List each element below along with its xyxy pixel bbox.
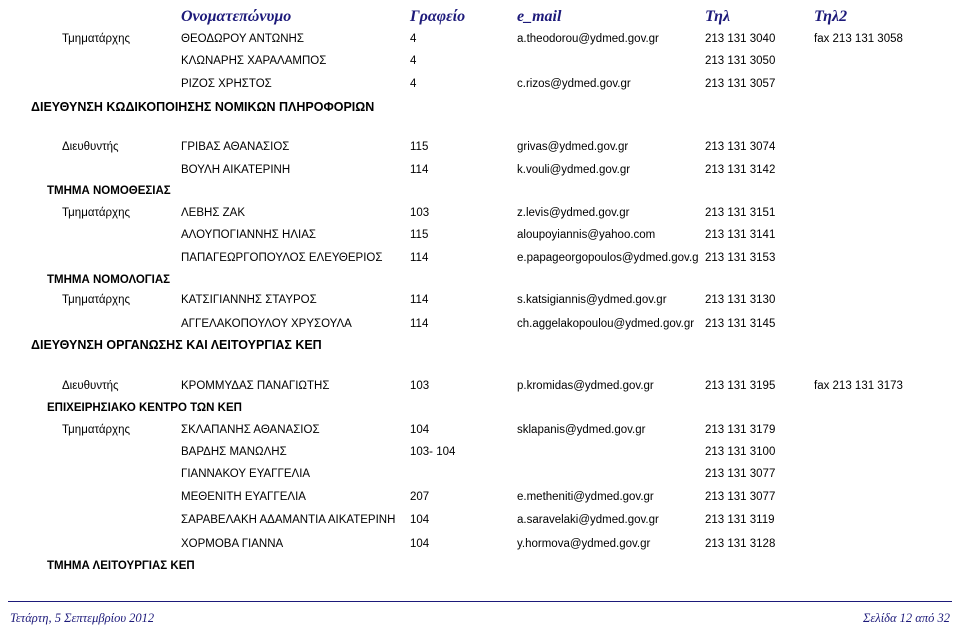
staff-office: 103- 104 <box>410 446 456 458</box>
staff-office: 4 <box>410 78 417 90</box>
column-header-name: Ονοματεπώνυμο <box>181 8 292 25</box>
staff-row <box>0 55 960 71</box>
staff-row <box>0 207 960 223</box>
staff-email[interactable]: c.rizos@ydmed.gov.gr <box>517 78 631 90</box>
staff-email[interactable]: e.papageorgopoulos@ydmed.gov.g <box>517 252 699 264</box>
staff-row <box>0 446 960 462</box>
staff-office: 114 <box>410 294 429 306</box>
staff-name: ΒΑΡΔΗΣ ΜΑΝΩΛΗΣ <box>181 446 287 458</box>
staff-phone: 213 131 3100 <box>705 446 776 458</box>
staff-office: 104 <box>410 514 430 526</box>
staff-office: 114 <box>410 318 429 330</box>
staff-phone: 213 131 3141 <box>705 229 776 241</box>
staff-phone: 213 131 3077 <box>705 468 776 480</box>
staff-row <box>0 468 960 484</box>
section-heading: ΤΜΗΜΑ ΝΟΜΟΛΟΓΙΑΣ <box>47 274 171 286</box>
footer-date: Τετάρτη, 5 Σεπτεμβρίου 2012 <box>10 611 155 625</box>
staff-email[interactable]: z.levis@ydmed.gov.gr <box>517 207 630 219</box>
staff-row <box>0 141 960 157</box>
section-heading: ΤΜΗΜΑ ΛΕΙΤΟΥΡΓΙΑΣ ΚΕΠ <box>47 560 195 572</box>
staff-email[interactable]: k.vouli@ydmed.gov.gr <box>517 164 631 176</box>
staff-name: ΜΕΘΕΝΙΤΗ ΕΥΑΓΓΕΛΙΑ <box>181 491 306 503</box>
staff-row <box>0 424 960 440</box>
staff-name: ΣΑΡΑΒΕΛΑΚΗ ΑΔΑΜΑΝΤΙΑ ΑΙΚΑΤΕΡΙΝΗ <box>181 514 396 526</box>
staff-name: ΒΟΥΛΗ ΑΙΚΑΤΕΡΙΝΗ <box>181 164 291 176</box>
staff-row <box>0 491 960 507</box>
staff-row <box>0 514 960 530</box>
staff-phone: 213 131 3050 <box>705 55 776 67</box>
section-heading: ΔΙΕΥΘΥΝΣΗ ΟΡΓΑΝΩΣΗΣ ΚΑΙ ΛΕΙΤΟΥΡΓΙΑΣ ΚΕΠ <box>31 338 322 352</box>
staff-email[interactable]: s.katsigiannis@ydmed.gov.gr <box>517 294 667 306</box>
footer-page-number: Σελίδα 12 από 32 <box>862 611 950 625</box>
staff-row <box>0 318 960 334</box>
staff-office: 207 <box>410 491 430 503</box>
staff-email[interactable]: a.saravelaki@ydmed.gov.gr <box>517 514 659 526</box>
staff-name: ΓΙΑΝΝΑΚΟΥ ΕΥΑΓΓΕΛΙΑ <box>181 468 311 480</box>
staff-role: Τμηματάρχης <box>62 33 131 45</box>
staff-fax: fax 213 131 3173 <box>814 380 903 392</box>
staff-email[interactable]: sklapanis@ydmed.gov.gr <box>517 424 646 436</box>
staff-phone: 213 131 3151 <box>705 207 776 219</box>
column-header-phone: Τηλ <box>705 8 731 25</box>
staff-row <box>0 33 960 49</box>
footer-divider <box>8 601 952 602</box>
staff-fax: fax 213 131 3058 <box>814 33 903 45</box>
staff-phone: 213 131 3142 <box>705 164 776 176</box>
staff-phone: 213 131 3040 <box>705 33 776 45</box>
staff-phone: 213 131 3130 <box>705 294 776 306</box>
staff-phone: 213 131 3057 <box>705 78 776 90</box>
staff-office: 114 <box>410 252 429 264</box>
staff-name: ΣΚΛΑΠΑΝΗΣ ΑΘΑΝΑΣΙΟΣ <box>181 424 320 436</box>
staff-row <box>0 538 960 554</box>
staff-name: ΚΡΟΜΜΥΔΑΣ ΠΑΝΑΓΙΩΤΗΣ <box>181 380 330 392</box>
staff-email[interactable]: y.hormova@ydmed.gov.gr <box>517 538 651 550</box>
section-heading: ΕΠΙΧΕΙΡΗΣΙΑΚΟ ΚΕΝΤΡΟ ΤΩΝ ΚΕΠ <box>47 402 242 414</box>
staff-name: ΠΑΠΑΓΕΩΡΓΟΠΟΥΛΟΣ ΕΛΕΥΘΕΡΙΟΣ <box>181 252 383 264</box>
staff-office: 4 <box>410 33 417 45</box>
staff-email[interactable]: ch.aggelakopoulou@ydmed.gov.gr <box>517 318 695 330</box>
staff-role: Τμηματάρχης <box>62 294 131 306</box>
section-heading: ΤΜΗΜΑ ΝΟΜΟΘΕΣΙΑΣ <box>47 185 171 197</box>
staff-office: 115 <box>410 141 429 153</box>
staff-email[interactable]: e.metheniti@ydmed.gov.gr <box>517 491 654 503</box>
column-header-bar <box>0 8 960 28</box>
staff-email[interactable]: aloupoyiannis@yahoo.com <box>517 229 656 241</box>
staff-office: 103 <box>410 207 430 219</box>
section-heading: ΔΙΕΥΘΥΝΣΗ ΚΩΔΙΚΟΠΟΙΗΣΗΣ ΝΟΜΙΚΩΝ ΠΛΗΡΟΦΟΡΙΩΝ <box>31 100 375 114</box>
staff-role: Διευθυντής <box>62 141 119 153</box>
staff-name: ΚΛΩΝΑΡΗΣ ΧΑΡΑΛΑΜΠΟΣ <box>181 55 327 67</box>
staff-office: 115 <box>410 229 429 241</box>
column-header-office: Γραφείο <box>410 8 466 25</box>
staff-row <box>0 380 960 396</box>
staff-row <box>0 229 960 245</box>
staff-role: Τμηματάρχης <box>62 424 131 436</box>
staff-phone: 213 131 3077 <box>705 491 776 503</box>
staff-name: ΓΡΙΒΑΣ ΑΘΑΝΑΣΙΟΣ <box>181 141 290 153</box>
staff-office: 114 <box>410 164 429 176</box>
staff-phone: 213 131 3074 <box>705 141 776 153</box>
staff-phone: 213 131 3145 <box>705 318 776 330</box>
staff-email[interactable]: a.theodorou@ydmed.gov.gr <box>517 33 659 45</box>
staff-office: 104 <box>410 538 430 550</box>
staff-row <box>0 294 960 310</box>
staff-row <box>0 252 960 268</box>
staff-office: 4 <box>410 55 417 67</box>
staff-role: Τμηματάρχης <box>62 207 131 219</box>
staff-phone: 213 131 3128 <box>705 538 776 550</box>
staff-name: ΛΕΒΗΣ ΖΑΚ <box>181 207 245 219</box>
column-header-email: e_mail <box>517 8 562 25</box>
staff-name: ΡΙΖΟΣ ΧΡΗΣΤΟΣ <box>181 78 272 90</box>
staff-email[interactable]: p.kromidas@ydmed.gov.gr <box>517 380 654 392</box>
staff-name: ΧΟΡΜΟΒΑ ΓΙΑΝΝΑ <box>181 538 284 550</box>
staff-phone: 213 131 3195 <box>705 380 776 392</box>
staff-email[interactable]: grivas@ydmed.gov.gr <box>517 141 629 153</box>
staff-name: ΑΛΟΥΠΟΓΙΑΝΝΗΣ ΗΛΙΑΣ <box>181 229 316 241</box>
staff-row <box>0 164 960 180</box>
staff-name: ΑΓΓΕΛΑΚΟΠΟΥΛΟΥ ΧΡΥΣΟΥΛΑ <box>181 318 352 330</box>
staff-office: 103 <box>410 380 430 392</box>
staff-office: 104 <box>410 424 430 436</box>
staff-name: ΚΑΤΣΙΓΙΑΝΝΗΣ ΣΤΑΥΡΟΣ <box>181 294 317 306</box>
staff-phone: 213 131 3119 <box>705 514 775 526</box>
staff-row <box>0 78 960 94</box>
staff-phone: 213 131 3153 <box>705 252 776 264</box>
staff-phone: 213 131 3179 <box>705 424 776 436</box>
column-header-phone2: Τηλ2 <box>814 8 848 25</box>
staff-role: Διευθυντής <box>62 380 119 392</box>
staff-name: ΘΕΟΔΩΡΟΥ ΑΝΤΩΝΗΣ <box>181 33 304 45</box>
